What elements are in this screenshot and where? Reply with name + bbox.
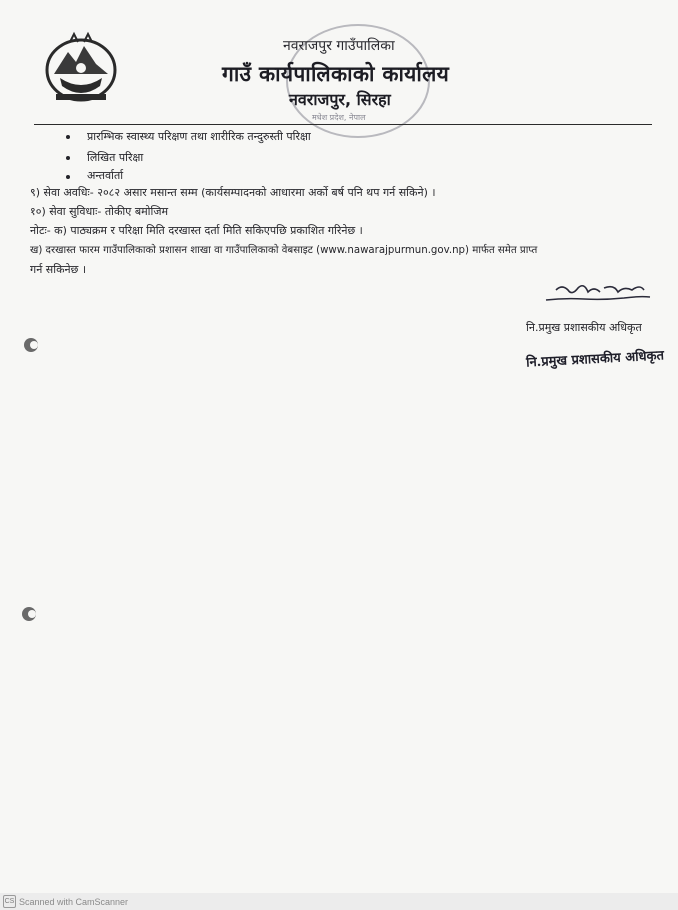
list-item: प्रारम्भिक स्वास्थ्य परिक्षण तथा शारीरिक तन्दुरुस्ती परिक्षा — [87, 130, 311, 143]
punch-hole — [24, 338, 38, 352]
punch-hole — [22, 607, 36, 621]
scanner-footer — [0, 893, 678, 910]
office-title: गाउँ कार्यपालिकाको कार्यालय — [222, 62, 450, 86]
camscanner-logo-icon: CS — [3, 895, 16, 908]
bullet-icon — [66, 156, 70, 160]
scanner-watermark: Scanned with CamScanner — [19, 896, 129, 907]
signatory-title: नि.प्रमुख प्रशासकीय अधिकृत — [526, 321, 642, 334]
municipality-name: नवराजपुर गाउँपालिका — [283, 38, 395, 54]
header-divider — [34, 124, 652, 125]
bullet-icon — [66, 135, 70, 139]
signatory-stamp: नि.प्रमुख प्रशासकीय अधिकृत — [525, 348, 665, 371]
list-item: अन्तर्वार्ता — [87, 169, 124, 182]
list-item: लिखित परिक्षा — [87, 151, 144, 164]
office-location: नवराजपुर, सिरहा — [289, 90, 391, 109]
nepal-emblem-icon — [40, 28, 122, 108]
note-b-continued: गर्न सकिनेछ । — [30, 263, 87, 276]
handwritten-signature — [544, 282, 652, 306]
service-period: ९) सेवा अवधिः- २०८२ असार मसान्त सम्म (कार्यसम्पादनको आधारमा अर्को बर्ष पनि थप गर्न सकिने) । — [30, 186, 436, 199]
note-a: नोटः- क) पाठ्यक्रम र परिक्षा मिति दरखास्त दर्ता मिति सकिएपछि प्रकाशित गरिनेछ । — [30, 224, 363, 237]
note-b: ख) दरखास्त फारम गाउँपालिकाको प्रशासन शाखा वा गाउँपालिकाको वेबसाइट (www.nawarajpurmun.gov.np) मार्फत समेत प्राप्त — [30, 245, 538, 256]
seal-text: मधेश प्रदेश, नेपाल — [312, 113, 366, 122]
service-facility: १०) सेवा सुविधाः- तोकीए बमोजिम — [30, 205, 169, 218]
bullet-icon — [66, 175, 70, 179]
